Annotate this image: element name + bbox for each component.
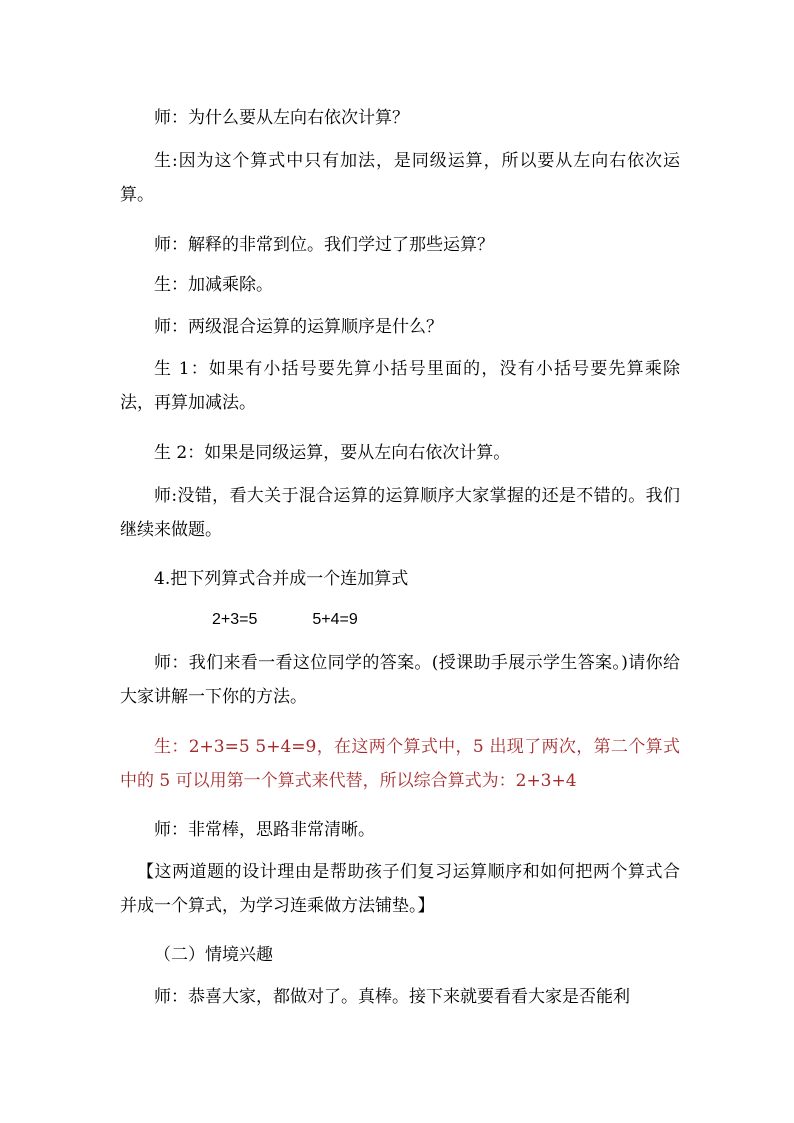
teacher-summary-continue: 师:没错，看大关于混合运算的运算顺序大家掌握的还是不错的。我们继续来做题。 — [120, 486, 680, 540]
student-1-answer-brackets: 生 1：如果有小括号要先算小括号里面的，没有小括号要先算乘除法，再算加减法。 — [120, 359, 680, 413]
student-2-answer-same-level: 生 2：如果是同级运算，要从左向右依次计算。 — [154, 443, 511, 463]
teacher-praise-operations-question: 师：解释的非常到位。我们学过了那些运算？ — [154, 235, 494, 255]
teacher-praise-clear-thinking: 师：非常棒，思路非常清晰。 — [154, 820, 375, 840]
teacher-show-student-answer: 师：我们来看一看这位同学的答案。(授课助手展示学生答案。)请你给大家讲解一下你的方法。 — [120, 653, 680, 707]
formula-second: 5+4=9 — [312, 611, 358, 628]
exercise-4-formulas — [212, 603, 358, 637]
exercise-4-title: 4.把下列算式合并成一个连加算式 — [154, 569, 409, 589]
teacher-question-mixed-order: 师：两级混合运算的运算顺序是什么？ — [154, 317, 443, 337]
student-answer-same-level: 生:因为这个算式中只有加法，是同级运算，所以要从左向右依次运算。 — [120, 151, 680, 205]
design-rationale-note: 【这两道题的设计理由是帮助孩子们复习运算顺序和如何把两个算式合并成一个算式，为学习连乘做方法铺垫。】 — [120, 862, 680, 916]
section-heading-situation-interest: （二）情境兴趣 — [154, 945, 273, 965]
teacher-question-why-left-to-right: 师：为什么要从左向右依次计算？ — [154, 108, 409, 128]
teacher-congratulate: 师：恭喜大家，都做对了。真棒。接下来就要看看大家是否能利 — [154, 987, 630, 1007]
student-answer-combined-formula: 生：2+3=5 5+4=9，在这两个算式中，5 出现了两次，第二个算式中的 5 可以用第一个算式来代替，所以综合算式为：2+3+4 — [120, 737, 680, 791]
student-answer-four-operations: 生：加减乘除。 — [154, 275, 273, 295]
formula-first: 2+3=5 — [212, 611, 258, 628]
